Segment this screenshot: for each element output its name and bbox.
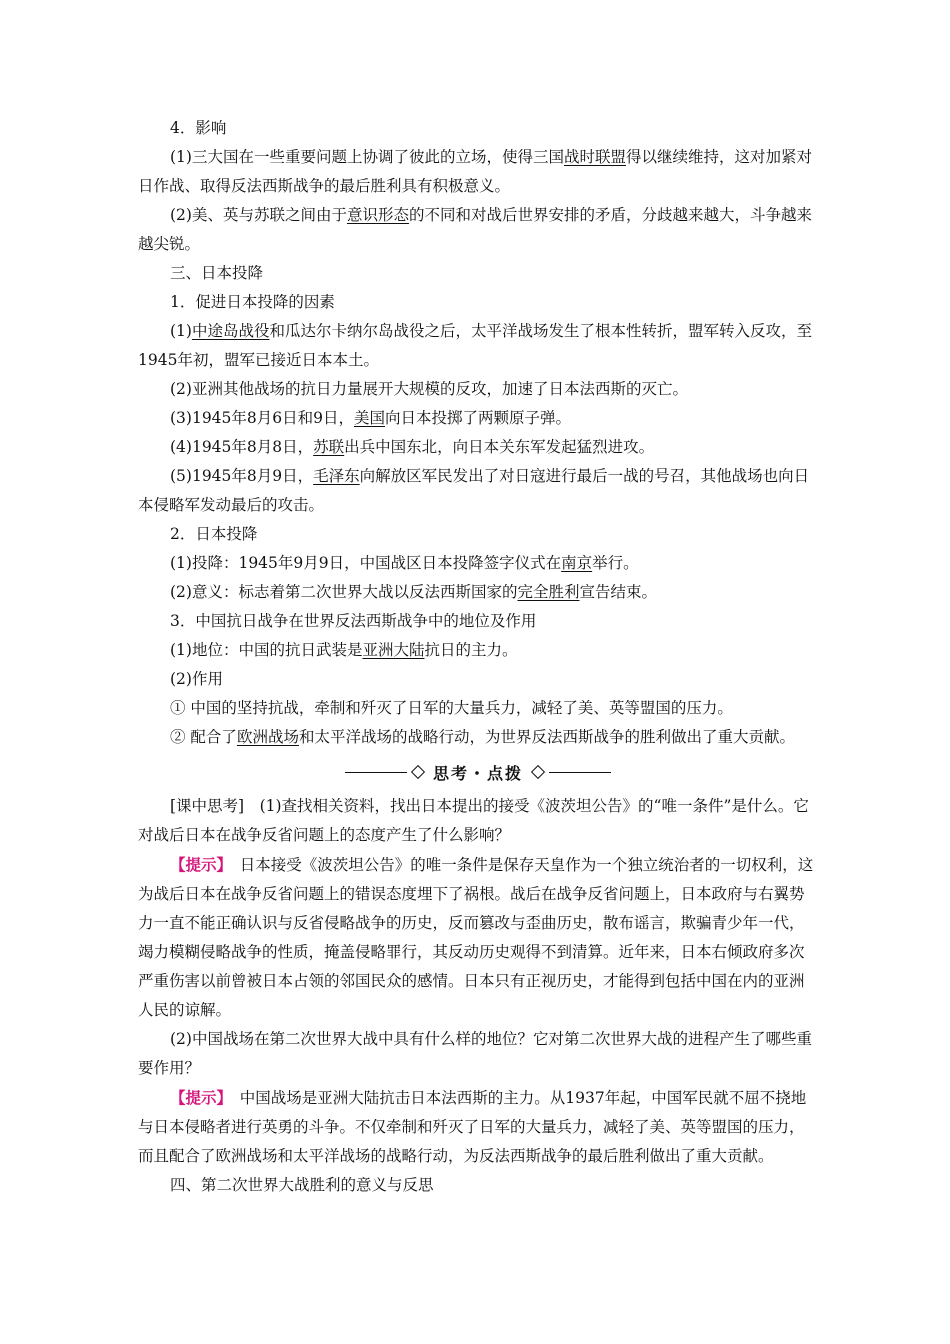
paragraph-impact-2: (2)美、英与苏联之间由于意识形态的不同和对战后世界安排的矛盾，分歧越来越大，斗争越来越尖锐。	[138, 206, 812, 253]
diamond-icon	[411, 765, 425, 779]
underlined-term: 亚洲大陆	[362, 641, 425, 659]
underlined-term: 完全胜利	[517, 583, 580, 601]
paragraph-factor-5: (5)1945年8月9日，毛泽东向解放区军民发出了对日寇进行最后一战的号召，其他战场也向日本侵略军发动最后的攻击。	[138, 467, 810, 514]
section-heading-impact: 4．影响	[170, 119, 227, 137]
diamond-icon	[531, 765, 545, 779]
paragraph-china-role-label: (2)作用	[170, 670, 223, 688]
underlined-term: 苏联	[313, 438, 345, 456]
underlined-term: 意识形态	[346, 206, 409, 224]
question-1: [课中思考] (1)查找相关资料，找出日本提出的接受《波茨坦公告》的“唯一条件”是什么。它对战后日本在战争反省问题上的态度产生了什么影响？	[138, 797, 809, 844]
paragraph-factor-1: (1)中途岛战役和瓜达尔卡纳尔岛战役之后，太平洋战场发生了根本性转折，盟军转入反攻，至1945年初，盟军已接近日本本土。	[138, 322, 812, 369]
underlined-term: 战时联盟	[563, 148, 626, 166]
paragraph-china-role-2: ② 配合了欧洲战场和太平洋战场的战略行动，为世界反法西斯战争的胜利做出了重大贡献。	[170, 728, 795, 746]
subheading-surrender: 2．日本投降	[170, 525, 258, 543]
paragraph-factor-2: (2)亚洲其他战场的抗日力量展开大规模的反攻，加速了日本法西斯的灭亡。	[170, 380, 688, 398]
subheading-china-role: 3．中国抗日战争在世界反法西斯战争中的地位及作用	[170, 612, 537, 630]
paragraph-surrender-1: (1)投降：1945年9月9日，中国战区日本投降签字仪式在南京举行。	[170, 554, 639, 572]
section-heading-japan-surrender: 三、日本投降	[170, 264, 264, 282]
underlined-term: 毛泽东	[313, 467, 360, 485]
subheading-factors: 1．促进日本投降的因素	[170, 293, 335, 311]
hint-label: 【提示】	[170, 855, 225, 874]
paragraph-china-role-1: ① 中国的坚持抗战，牵制和歼灭了日军的大量兵力，减轻了美、英等盟国的压力。	[170, 699, 733, 717]
paragraph-factor-3: (3)1945年8月6日和9日，美国向日本投掷了两颗原子弹。	[170, 409, 572, 427]
underlined-term: 美国	[354, 409, 386, 427]
question-2: (2)中国战场在第二次世界大战中具有什么样的地位？它对第二次世界大战的进程产生了哪些重要作用？	[138, 1030, 812, 1077]
answer-1: 【提示】 日本接受《波茨坦公告》的唯一条件是保存天皇作为一个独立统治者的一切权利，这为战后日本在战争反省问题上的错误态度埋下了祸根。战后在战争反省问题上，日本政府与右翼势力一直不能正确认识与反省侵略战争的历史，反而篡改与歪曲历史，散布谣言，欺骗青少年一代，竭力模糊侵略战争的性质，掩盖侵略罪行，其反动历史观得不到清算。近年来，日本右倾政府多次严重伤害以前曾被日本占领的邻国民众的感情。日本只有正视历史，才能得到包括中国在内的亚洲人民的谅解。	[138, 855, 814, 1019]
underlined-term: 欧洲战场	[236, 728, 299, 746]
paragraph-china-status: (1)地位：中国的抗日武装是亚洲大陆抗日的主力。	[170, 641, 518, 659]
divider-line-left	[345, 772, 407, 773]
paragraph-surrender-2: (2)意义：标志着第二次世界大战以反法西斯国家的完全胜利宣告结束。	[170, 583, 657, 601]
paragraph-impact-1: (1)三大国在一些重要问题上协调了彼此的立场，使得三国战时联盟得以继续维持，这对加紧对日作战、取得反法西斯战争的最后胜利具有积极意义。	[138, 148, 812, 195]
underlined-term: 南京	[561, 554, 593, 572]
section-heading-significance: 四、第二次世界大战胜利的意义与反思	[170, 1176, 434, 1194]
divider-title: 思考・点拨	[432, 763, 523, 783]
underlined-term: 中途岛战役	[191, 322, 270, 340]
paragraph-factor-4: (4)1945年8月8日，苏联出兵中国东北，向日本关东军发起猛烈进攻。	[170, 438, 655, 456]
section-divider	[138, 754, 818, 790]
answer-2: 【提示】 中国战场是亚洲大陆抗击日本法西斯的主力。从1937年起，中国军民就不屈不挠地与日本侵略者进行英勇的斗争。不仅牵制和歼灭了日军的大量兵力，减轻了美、英等盟国的压力，而且配合了欧洲战场和太平洋战场的战略行动，为反法西斯战争的最后胜利做出了重大贡献。	[138, 1088, 807, 1165]
document-page	[138, 114, 818, 1200]
divider-line-right	[549, 772, 611, 773]
hint-label: 【提示】	[170, 1088, 225, 1107]
